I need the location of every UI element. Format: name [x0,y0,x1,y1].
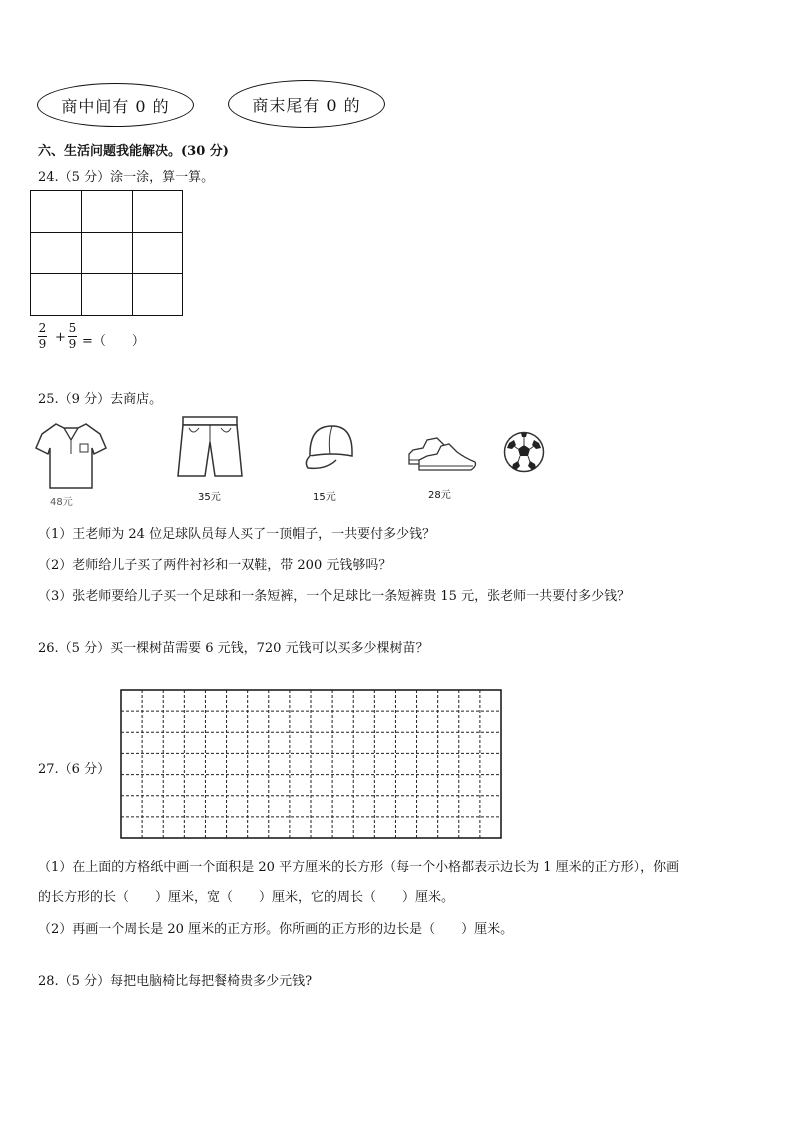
soccer-ball-icon [503,431,545,473]
shorts-icon [175,414,245,480]
q24-title: 24.（5 分）涂一涂，算一算。 [38,170,215,185]
fraction-two-ninths: 2 9 [38,321,47,351]
shirt-price: 48元 [50,497,73,508]
answer-blank[interactable]: =（ ） [82,334,145,349]
plus-sign: + [55,330,66,345]
shirt-icon [34,418,109,493]
shoes-icon [405,432,477,474]
fraction-five-ninths: 5 9 [68,321,77,351]
q27-grid-paper[interactable] [120,689,502,839]
q25-sub1: （1）王老师为 24 位足球队员每人买了一顶帽子，一共要付多少钱？ [38,527,436,542]
q28-title: 28.（5 分）每把电脑椅比每把餐椅贵多少元钱? [38,974,313,989]
oval-left-label: 商中间有 0 的 [61,96,170,116]
oval-quotient-end-zero [228,80,385,128]
q27-sub1-line2: 的长方形的长（ ）厘米，宽（ ）厘米，它的周长（ ）厘米。 [38,890,455,905]
q25-sub3: （3）张老师要给儿子买一个足球和一条短裤，一个足球比一条短裤贵 15 元，张老师一共要付多少钱？ [38,589,631,604]
q27-sub1-line1: （1）在上面的方格纸中画一个面积是 20 平方厘米的长方形（每一个小格都表示边长为 1 厘米的正方形），你画 [38,860,680,875]
oval-right-label: 商末尾有 0 的 [252,95,361,115]
q27-sub2: （2）再画一个周长是 20 厘米的正方形。你所画的正方形的边长是（ ）厘米。 [38,922,514,937]
q24-3x3-grid[interactable] [30,190,183,316]
cap-price: 15元 [313,492,336,503]
q25-sub2: （2）老师给儿子买了两件衬衫和一双鞋，带 200 元钱够吗？ [38,558,392,573]
q26-title: 26.（5 分）买一棵树苗需要 6 元钱，720 元钱可以买多少棵树苗？ [38,641,429,656]
shorts-price: 35元 [198,492,221,503]
q25-title: 25.（9 分）去商店。 [38,392,163,407]
shoes-price: 28元 [428,490,451,501]
section-six-heading: 六、生活问题我能解决。(30 分) [38,144,229,159]
q27-title: 27.（6 分） [38,762,111,777]
oval-quotient-middle-zero [37,83,194,127]
cap-icon [302,422,357,472]
